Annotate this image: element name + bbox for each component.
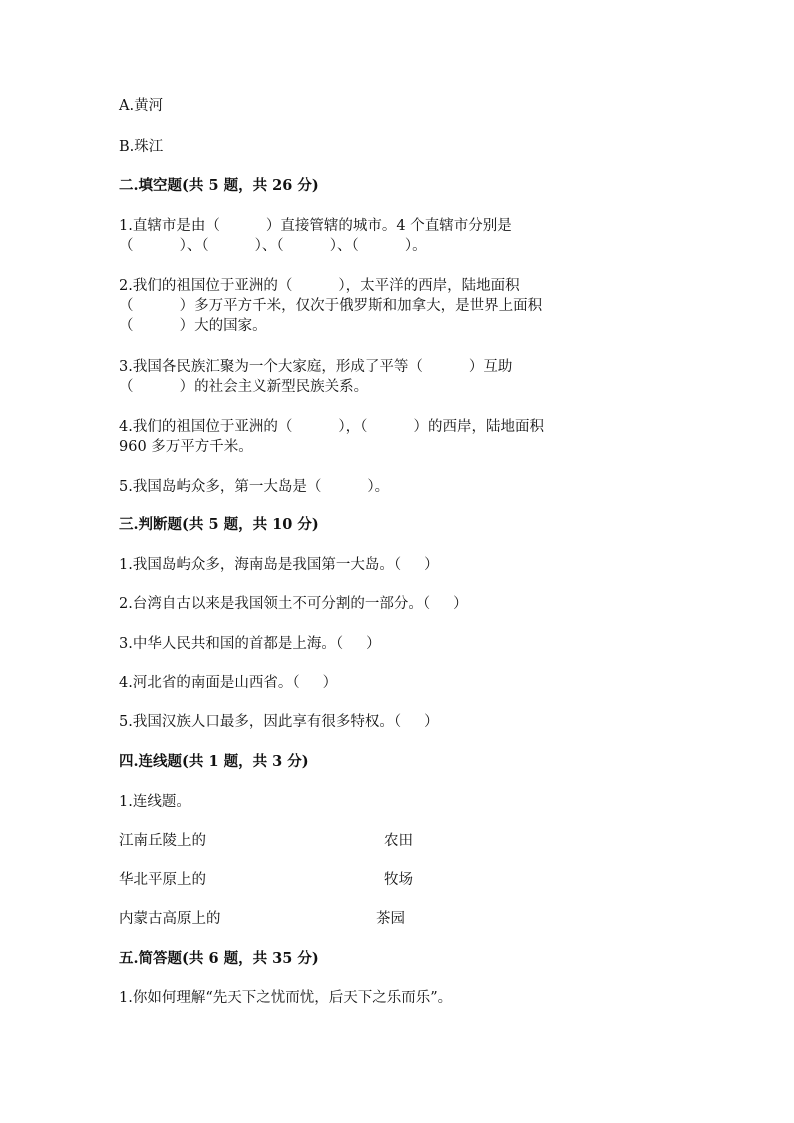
fill-q1-line1: 1.直辖市是由（ ）直接管辖的城市。4 个直辖市分别是 — [119, 218, 512, 234]
fill-q2-line2: （ ）多万平方千米，仅次于俄罗斯和加拿大，是世界上面积 — [119, 298, 543, 314]
section-heading-true-false: 三.判断题(共 5 题，共 10 分) — [119, 516, 319, 533]
fill-q4-line2: 960 多万平方千米。 — [119, 439, 253, 455]
option-a: A.黄河 — [119, 98, 164, 114]
tf-q3: 3.中华人民共和国的首都是上海。（ ） — [119, 636, 381, 652]
fill-q4-line1: 4.我们的祖国位于亚洲的（ ），（ ）的西岸，陆地面积 — [119, 419, 545, 435]
tf-q5: 5.我国汉族人口最多，因此享有很多特权。（ ） — [119, 714, 439, 730]
fill-q3-line2: （ ）的社会主义新型民族关系。 — [119, 379, 369, 395]
fill-q2-line3: （ ）大的国家。 — [119, 318, 267, 334]
tf-q4: 4.河北省的南面是山西省。（ ） — [119, 675, 338, 691]
fill-q5-line1: 5.我国岛屿众多，第一大岛是（ ）。 — [119, 479, 390, 495]
matching-question: 1.连线题。 — [119, 794, 191, 810]
matching-left-1: 江南丘陵上的 — [119, 833, 206, 849]
tf-q2: 2.台湾自古以来是我国领土不可分割的一部分。（ ） — [119, 596, 468, 612]
matching-left-3: 内蒙古高原上的 — [119, 911, 221, 927]
fill-q1-line2: （ ）、（ ）、（ ）、（ ）。 — [119, 238, 427, 254]
section-heading-matching: 四.连线题(共 1 题，共 3 分) — [119, 753, 309, 770]
short-answer-q1: 1.你如何理解“先天下之忧而忧，后天下之乐而乐”。 — [119, 990, 453, 1006]
fill-q3-line1: 3.我国各民族汇聚为一个大家庭，形成了平等（ ）互助 — [119, 359, 513, 375]
section-heading-fill-blank: 二.填空题(共 5 题，共 26 分) — [119, 177, 319, 194]
matching-right-3: 茶园 — [376, 911, 405, 927]
matching-right-2: 牧场 — [384, 872, 413, 888]
tf-q1: 1.我国岛屿众多，海南岛是我国第一大岛。（ ） — [119, 557, 439, 573]
matching-left-2: 华北平原上的 — [119, 872, 206, 888]
section-heading-short-answer: 五.简答题(共 6 题，共 35 分) — [119, 950, 319, 967]
fill-q2-line1: 2.我们的祖国位于亚洲的（ ），太平洋的西岸，陆地面积 — [119, 278, 520, 294]
matching-right-1: 农田 — [384, 833, 413, 849]
option-b: B.珠江 — [119, 139, 164, 155]
